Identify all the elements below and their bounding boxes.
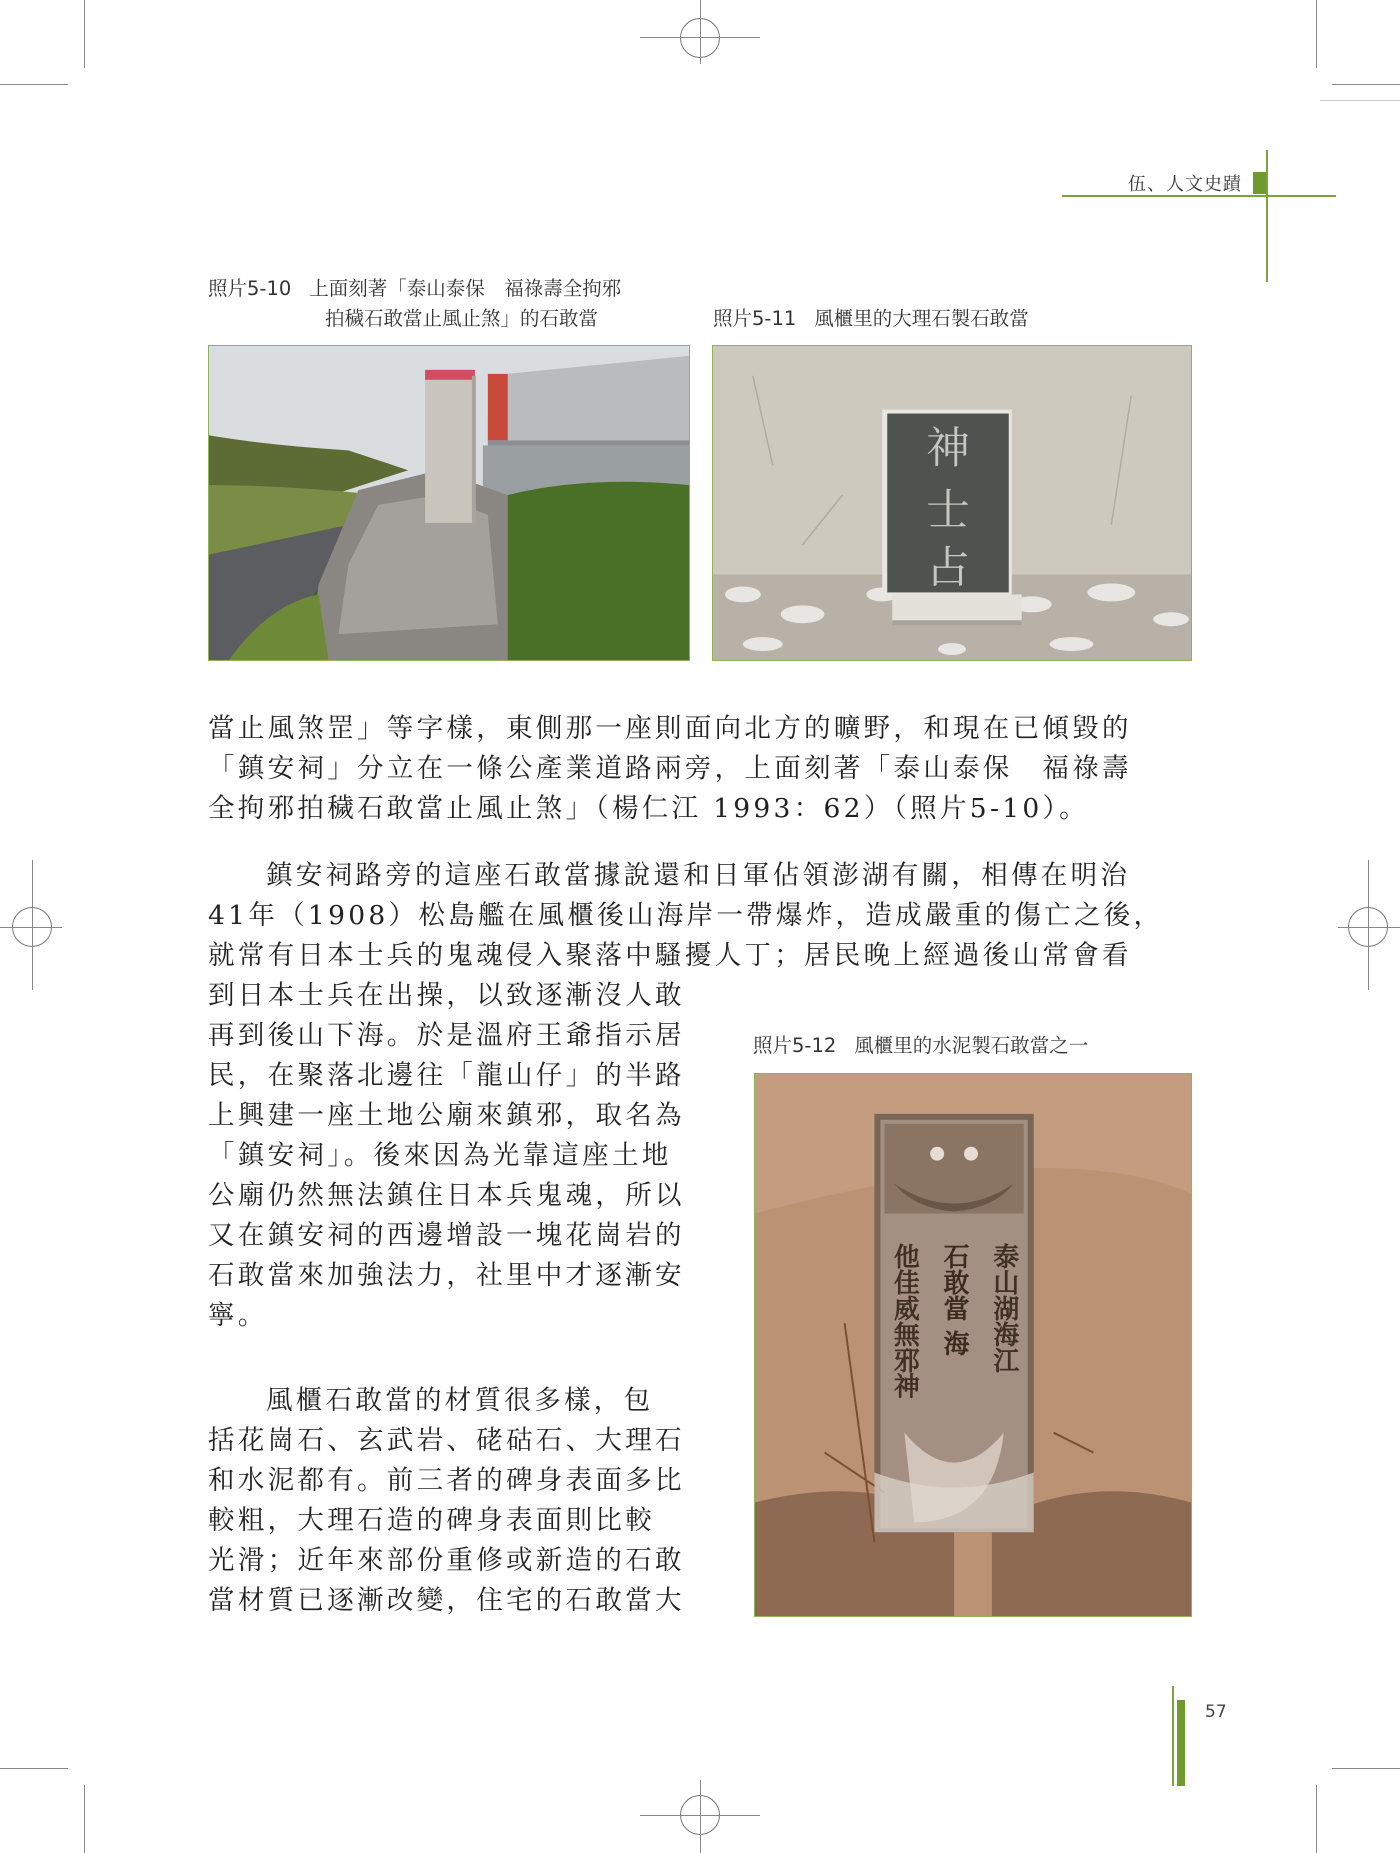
section-marker [1253, 172, 1267, 194]
text-line: 光滑；近年來部份重修或新造的石敢 [208, 1545, 685, 1576]
text-line: 上興建一座土地公廟來鎮邪，取名為 [208, 1100, 685, 1131]
photo-5-12 [754, 1073, 1192, 1617]
text-line: 又在鎮安祠的西邊增設一塊花崗岩的 [208, 1220, 685, 1251]
caption-label: 照片5-11 [713, 307, 797, 330]
footer-marker [1177, 1700, 1185, 1786]
stone-inscription-col: 泰山湖海江 [988, 1243, 1019, 1373]
text-line: 和水泥都有。前三者的碑身表面多比 [208, 1465, 685, 1496]
registration-mark [32, 860, 33, 990]
caption-photo-5-11 [713, 304, 1029, 334]
header-rule [1062, 195, 1336, 197]
section-title: 伍、人文史蹟 [1128, 174, 1242, 195]
text-line: 「鎮安祠」。後來因為光靠這座土地 [208, 1140, 672, 1171]
paragraph-3 [208, 1381, 685, 1621]
text-line: 當材質已逐漸改變，住宅的石敢當大 [208, 1585, 685, 1616]
page-number: 57 [1205, 1702, 1227, 1722]
header-rule-vertical [1266, 150, 1268, 282]
registration-mark [700, 0, 701, 64]
text-line: 就常有日本士兵的鬼魂侵入聚落中騷擾人丁；居民晚上經過後山常會看 [208, 940, 1132, 971]
crop-mark [1320, 100, 1400, 101]
registration-mark [700, 1780, 701, 1853]
stone-inscription-char: 士 [926, 484, 970, 536]
text-line: 「鎮安祠」分立在一條公產業道路兩旁，上面刻著「泰山泰保 福祿壽 [208, 753, 1132, 784]
caption-text: 上面刻著「泰山泰保 福祿壽全拘邪 [309, 277, 622, 300]
text-line: 到日本士兵在出操，以致逐漸沒人敢 [208, 980, 685, 1011]
footer-rule [1172, 1686, 1174, 1786]
text-line: 風櫃石敢當的材質很多樣，包 [266, 1385, 654, 1416]
stone-inscription-col: 他佳威無邪神 [889, 1243, 920, 1399]
caption-text: 風櫃里的水泥製石敢當之一 [854, 1034, 1089, 1057]
crop-mark [84, 0, 85, 68]
crop-mark [1316, 0, 1317, 68]
stone-inscription-char: 神 [926, 423, 970, 475]
crop-mark [0, 84, 68, 85]
paragraph-1 [208, 709, 1132, 829]
photo-5-10 [208, 345, 690, 661]
text-line: 石敢當來加強法力，社里中才逐漸安 [208, 1260, 685, 1291]
stone-inscription-char: 占 [926, 542, 970, 594]
crop-mark [84, 1785, 85, 1853]
text-line: 再到後山下海。於是溫府王爺指示居 [208, 1020, 685, 1051]
caption-photo-5-10 [208, 274, 621, 334]
caption-text: 拍穢石敢當止風止煞」的石敢當 [325, 307, 599, 330]
text-line: 括花崗石、玄武岩、硓𥑮石、大理石 [208, 1425, 685, 1456]
caption-label: 照片5-10 [208, 277, 292, 300]
photo-5-11 [712, 345, 1192, 661]
stone-inscription-col: 石敢當 海 [939, 1243, 970, 1357]
crop-mark [1316, 1785, 1317, 1853]
registration-mark [1368, 860, 1369, 990]
registration-mark [0, 927, 62, 928]
text-line: 鎮安祠路旁的這座石敢當據說還和日軍佔領澎湖有關，相傳在明治 [266, 860, 1131, 891]
text-line: 寧。 [208, 1300, 268, 1331]
text-line: 41年（1908）松島艦在風櫃後山海岸一帶爆炸，造成嚴重的傷亡之後， [208, 900, 1164, 931]
crop-mark [0, 1768, 68, 1769]
caption-label: 照片5-12 [753, 1034, 837, 1057]
registration-mark [1338, 927, 1400, 928]
text-line: 民，在聚落北邊往「龍山仔」的半路 [208, 1060, 685, 1091]
caption-text: 風櫃里的大理石製石敢當 [814, 307, 1029, 330]
text-line: 全拘邪拍穢石敢當止風止煞」（楊仁江 1993：62）（照片5-10）。 [208, 793, 1089, 824]
text-line: 當止風煞罡」等字樣，東側那一座則面向北方的曠野，和現在已傾毀的 [208, 713, 1132, 744]
text-line: 較粗，大理石造的碑身表面則比較 [208, 1505, 655, 1536]
crop-mark [1332, 84, 1400, 85]
text-line: 公廟仍然無法鎮住日本兵鬼魂，所以 [208, 1180, 685, 1211]
crop-mark [1332, 1768, 1400, 1769]
